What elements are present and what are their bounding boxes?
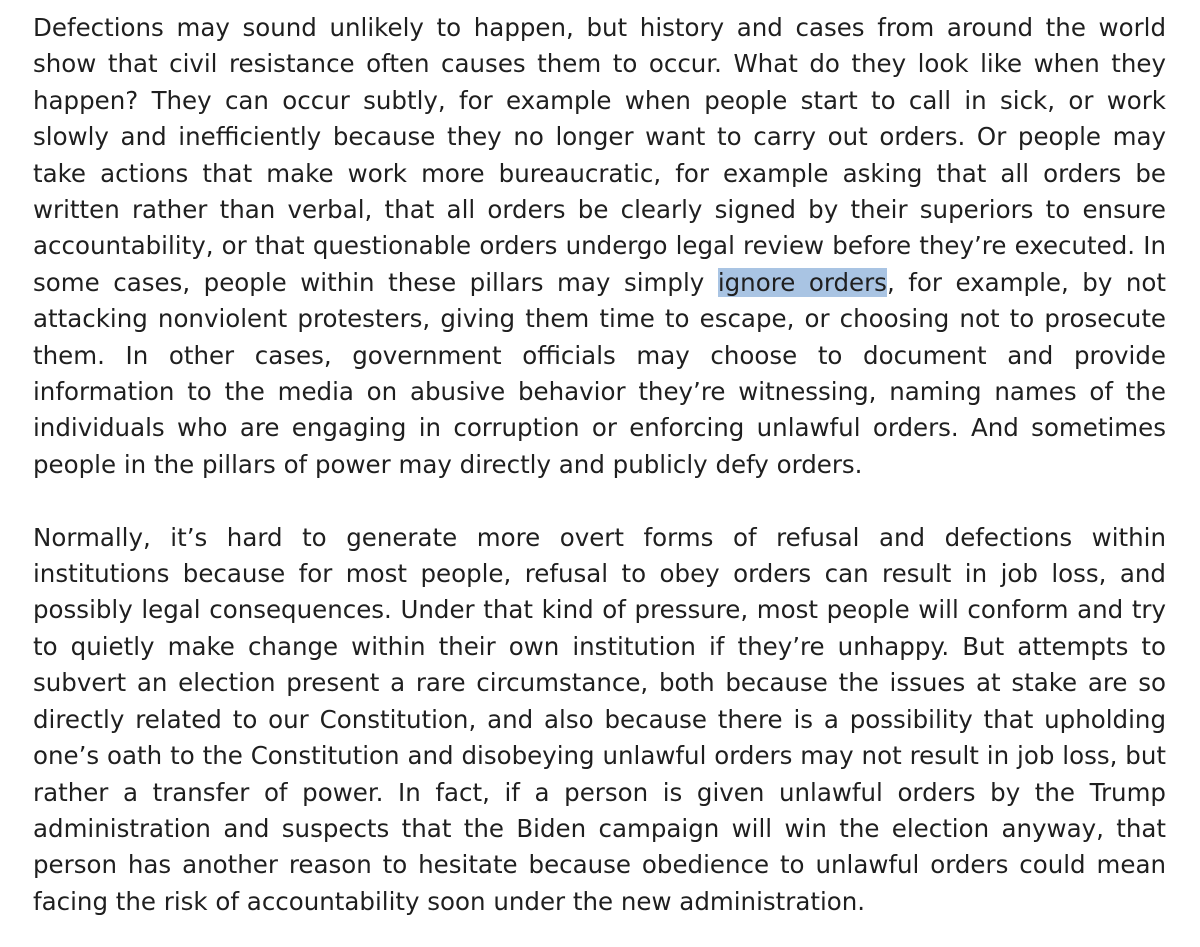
selected-text-highlight[interactable]: ignore orders: [717, 267, 887, 297]
paragraph-overt-refusal[interactable]: [33, 520, 1166, 920]
paragraph-1-text-before[interactable]: Defections may sound unlikely to happen, but history and cases from around the world show that civil resistance often causes them to occur. What do they look like when they happen? They can occur subtly, for example when people start to call in sick, or work slowly and inefficiently because they no longer want to carry out orders. Or people may take actions that make work more bureaucratic, for example asking that all orders be written rather than verbal, that all orders be clearly signed by their superiors to ensure accountability, or that questionable orders undergo legal review before they’re executed. In some cases, people within these pillars may simply: [33, 13, 1166, 297]
paragraph-defections[interactable]: [33, 10, 1166, 483]
paragraph-2-text[interactable]: Normally, it’s hard to generate more overt forms of refusal and defections within institutions because for most people, refusal to obey orders can result in job loss, and possibly legal consequences. Under that kind of pressure, most people will conform and try to quietly make change within their own institution if they’re unhappy. But attempts to subvert an election present a rare circumstance, both because the issues at stake are so directly related to our Constitution, and also because there is a possibility that upholding one’s oath to the Constitution and disobeying unlawful orders may not result in job loss, but rather a transfer of power. In fact, if a person is given unlawful orders by the Trump administration and suspects that the Biden campaign will win the election anyway, that person has another reason to hesitate because obedience to unlawful orders could mean facing the risk of accountability soon under the new administration.: [33, 522, 1166, 916]
paragraph-1-text-after[interactable]: , for example, by not attacking nonviolent protesters, giving them time to escape, or choosing not to prosecute them. In other cases, government officials may choose to document and provide information to the media on abusive behavior they’re witnessing, naming names of the individuals who are engaging in corruption or enforcing unlawful orders. And sometimes people in the pillars of power may directly and publicly defy orders.: [33, 267, 1166, 479]
document-body: [33, 10, 1166, 920]
